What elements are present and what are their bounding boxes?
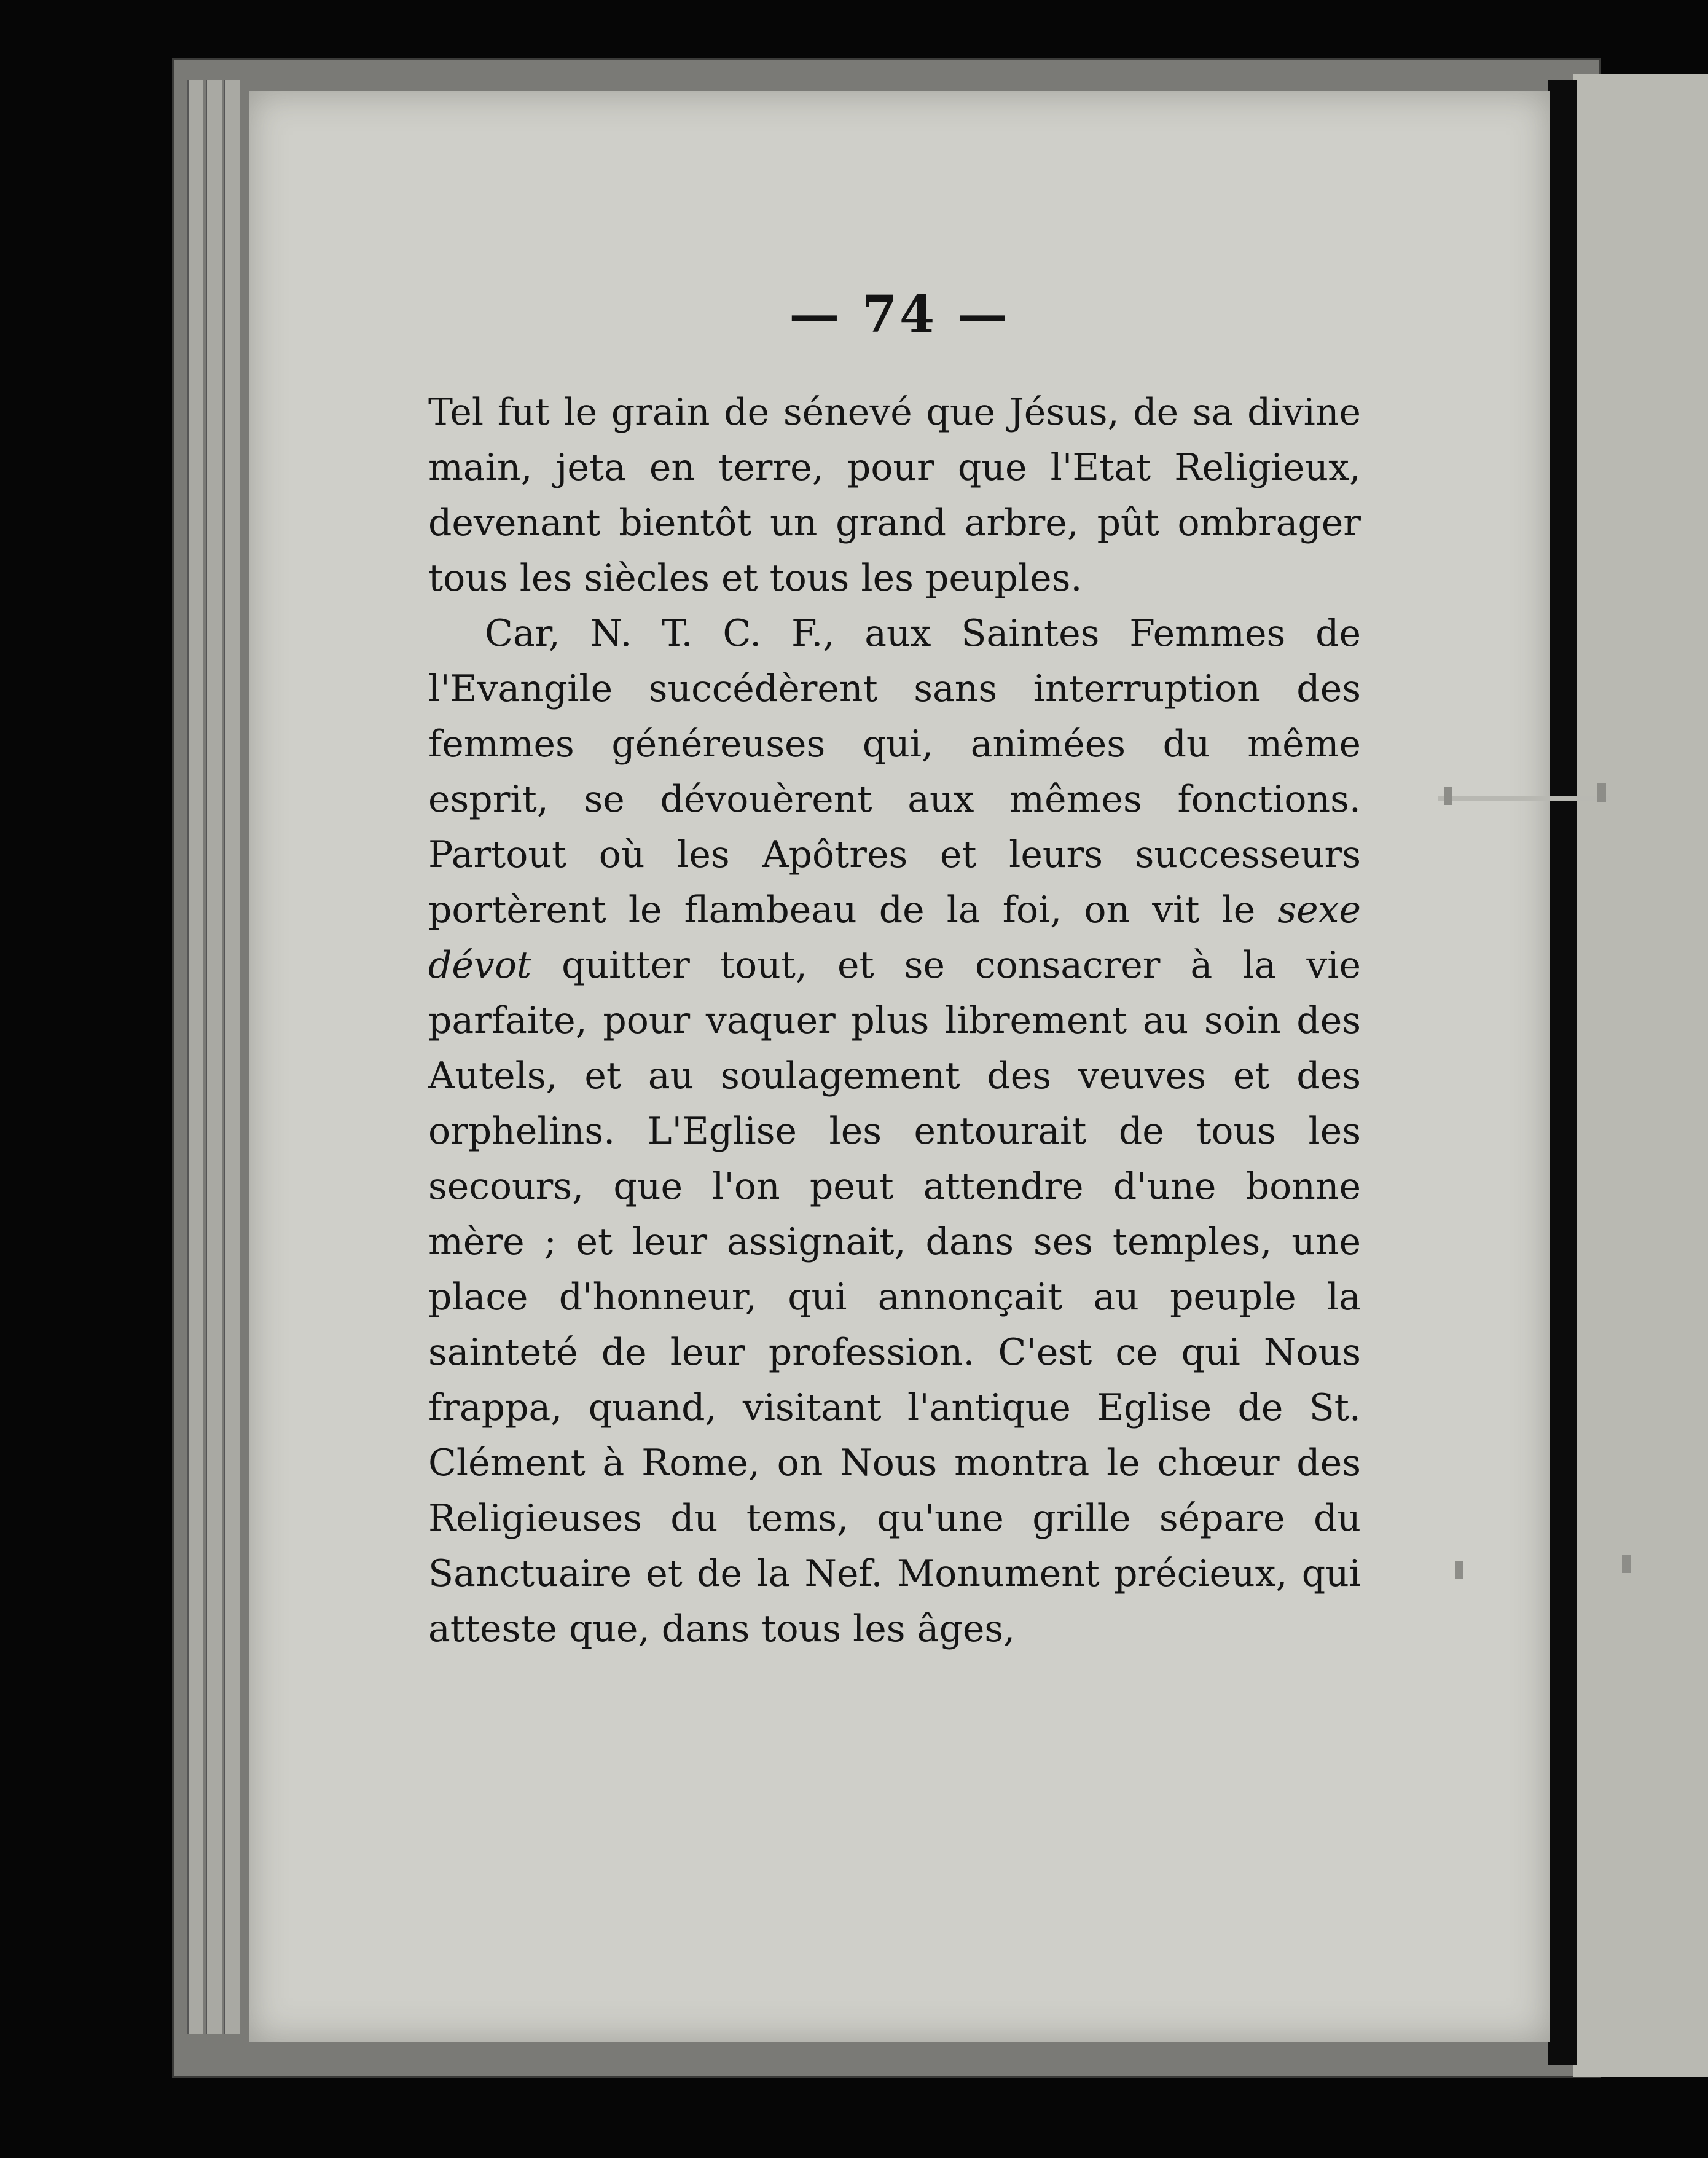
page-stack-edge: [224, 80, 240, 2034]
book-spine-gutter: [1548, 80, 1577, 2065]
paragraph-2: [428, 606, 1361, 1657]
binding-clip-wire: [1438, 796, 1610, 801]
italic-phrase: sexe dévot: [428, 889, 1361, 987]
page-body-text: [428, 385, 1361, 1657]
page-stack-edge: [206, 80, 222, 2034]
facing-page-edge: [1573, 74, 1708, 2077]
page-stack-edge: [187, 80, 203, 2034]
paragraph-1: Tel fut le grain de sénevé que Jésus, de sa divine main, jeta en terre, pour que l'Etat Religieux, devenant bientôt un grand arbre, pût ombrager tous les siècles et tous les peuples.: [428, 391, 1361, 600]
paragraph-2-text-start: Car, N. T. C. F., aux Saintes Femmes de l'Evangile succédèrent sans interruption des femmes généreuses qui, animées du même esprit, se dévouèrent aux mêmes fonctions. Partout où les Apôtres et leurs successeurs portèrent le flambeau de la foi, on vit le: [428, 612, 1361, 932]
binding-clip-hook: [1597, 783, 1606, 802]
binding-mark: [1622, 1555, 1631, 1573]
paragraph-2-text-end: quitter tout, et se consacrer à la vie parfaite, pour vaquer plus librement au soin des Autels, et au soulagement des veuves et des orphelins. L'Eglise les entourait de tous les secours, que l'on peut attendre d'une bonne mère ; et leur assignait, dans ses temples, une place d'honneur, qui annonçait au peuple la sainteté de leur profession. C'est ce qui Nous frappa, quand, visitant l'antique Eglise de St. Clément à Rome, on Nous montra le chœur des Religieuses du tems, qu'une grille sépare du Sanctuaire et de la Nef. Monument précieux, qui atteste que, dans tous les âges,: [428, 944, 1361, 1650]
binding-clip-hook: [1444, 787, 1452, 805]
book-page: [249, 91, 1550, 2042]
binding-mark: [1455, 1561, 1463, 1579]
page-number: — 74 —: [789, 285, 1010, 344]
